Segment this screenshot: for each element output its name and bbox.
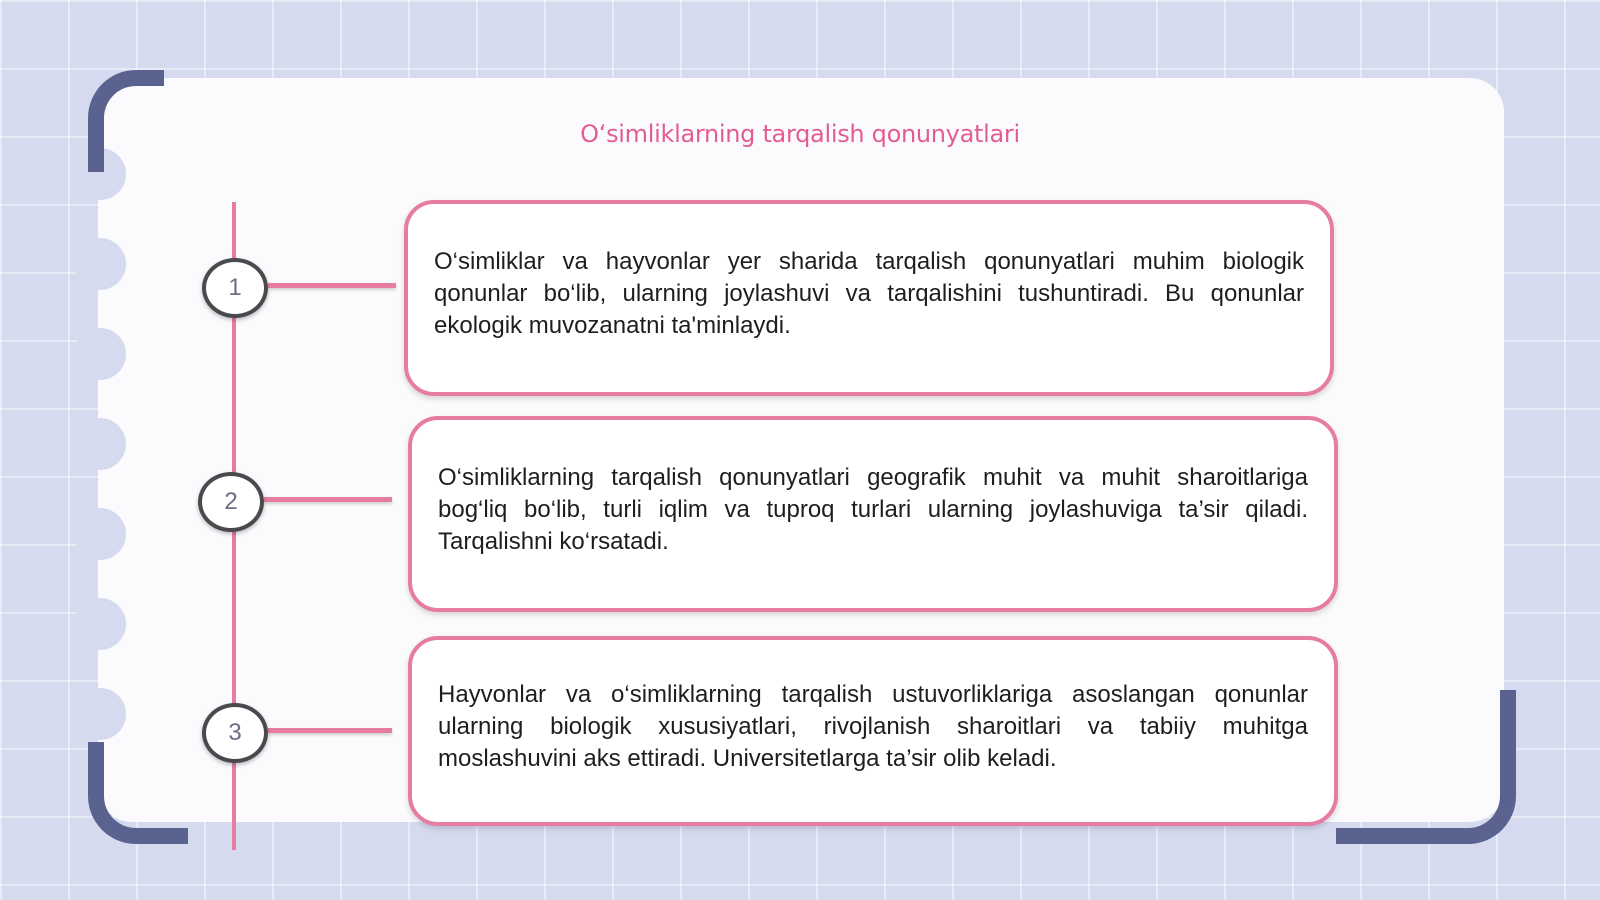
- timeline-number: 2: [224, 488, 238, 515]
- corner-bracket-top-left: [88, 70, 164, 172]
- card-edge-scallop: [74, 508, 126, 560]
- content-box-3: [408, 636, 1338, 826]
- timeline-number: 3: [228, 719, 242, 746]
- timeline-node-1: [202, 258, 268, 318]
- slide-title: Oʻsimliklarning tarqalish qonunyatlari: [580, 120, 1020, 148]
- corner-bracket-bottom-right: [1336, 690, 1516, 844]
- card-edge-scallop: [74, 688, 126, 740]
- card-edge-scallop: [74, 418, 126, 470]
- content-text-3: Hayvonlar va o‘simliklarning tarqalish ustuvorliklariga asoslangan qonunlar ularning biologik xususiyatlari, rivojlanish sharoitlari va tabiiy muhitga moslashuvini aks ettiradi. Universitetlarga ta’sir olib keladi.: [438, 681, 1308, 772]
- content-text-1: O‘simliklar va hayvonlar yer sharida tarqalish qonunyatlari muhim biologik qonunlar bo‘lib, ularning joylashuvi va tarqalishini tushuntiradi. Bu qonunlar ekologik muvozanatni ta'minlaydi.: [434, 248, 1304, 339]
- card-edge-scallop: [74, 598, 126, 650]
- timeline-connector-3: [268, 728, 392, 733]
- content-box-1: [404, 200, 1334, 396]
- content-box-2: [408, 416, 1338, 612]
- timeline-connector-1: [268, 283, 396, 288]
- timeline-connector-2: [264, 497, 392, 502]
- timeline-node-3: [202, 703, 268, 763]
- timeline-number: 1: [228, 274, 242, 301]
- card-edge-scallop: [74, 238, 126, 290]
- timeline-node-2: [198, 472, 264, 532]
- corner-bracket-bottom-left: [88, 742, 188, 844]
- content-text-2: O‘simliklarning tarqalish qonunyatlari geografik muhit va muhit sharoitlariga bog‘liq bo‘lib, turli iqlim va tuproq turlari ularning joylashuviga ta’sir qiladi. Tarqalishni ko‘rsatadi.: [438, 464, 1308, 555]
- card-edge-scallop: [74, 328, 126, 380]
